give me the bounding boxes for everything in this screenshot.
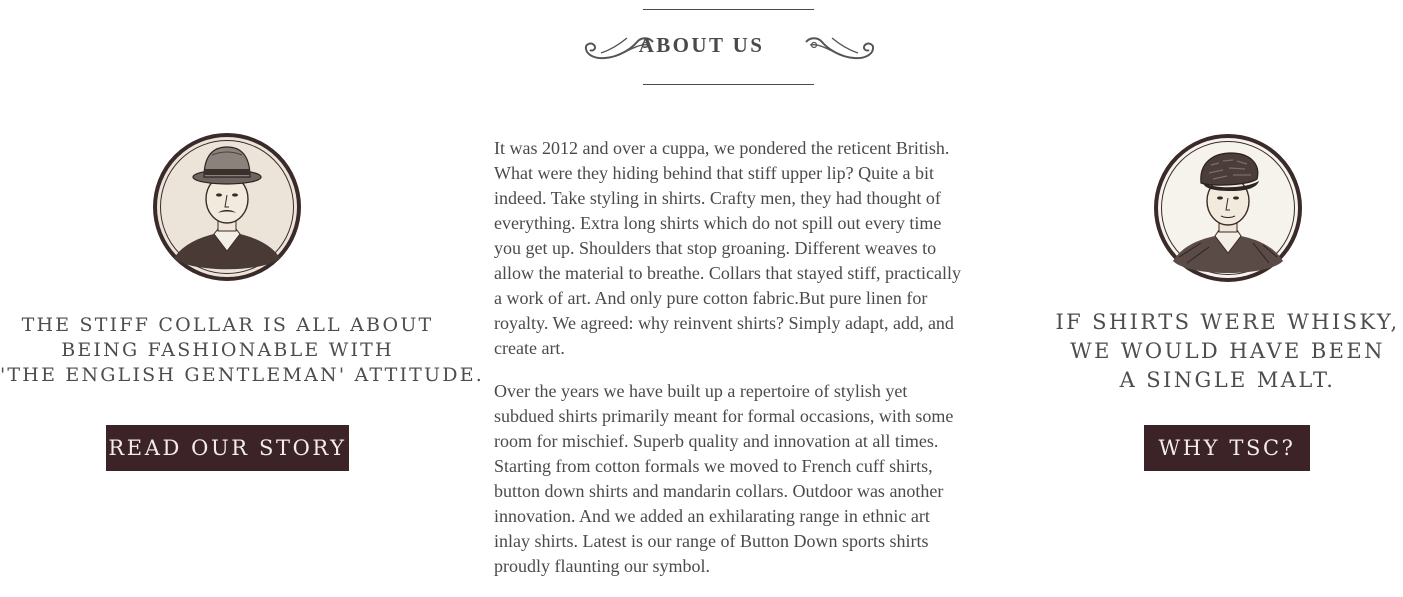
read-our-story-button[interactable]: READ OUR STORY <box>106 425 349 471</box>
header-bottom-rule <box>643 84 814 85</box>
about-paragraph: It was 2012 and over a cuppa, we pondered the reticent British. What were they hiding behind that stiff upper lip? Quite a bit indeed. Take styling in shirts. Crafty men, they had thought of everything. Extra long shirts which do not spill out every time you get up. Shoulders that stop groaning. Different weaves to allow the material to breathe. Collars that stayed stiff, practically a work of art. And only pure cotton fabric.But pure linen for royalty. We agreed: why reinvent shirts? Simply adapt, add, and create art. <box>494 138 962 358</box>
quote-line: IF SHIRTS WERE WHISKY, <box>1055 310 1400 334</box>
whisky-quote <box>1040 308 1403 395</box>
quote-line: BEING FASHIONABLE WITH <box>61 339 394 361</box>
about-paragraph: Over the years we have built up a repertoire of stylish yet subdued shirts primarily meant for formal occasions, with some room for mischief. Superb quality and innovation at all times. Starting from cotton formals we moved to French cuff shirts, button down shirts and mandarin collars. Outdoor was another innovation. And we added an exhilarating range in ethnic art inlay shirts. Latest is our range of Button Down sports shirts proudly flaunting our symbol. <box>494 381 954 576</box>
quote-line: A SINGLE MALT. <box>1119 368 1336 392</box>
right-column <box>1040 0 1403 586</box>
stiff-collar-quote <box>0 313 485 388</box>
quote-line: THE STIFF COLLAR IS ALL ABOUT <box>21 314 434 336</box>
quote-line: 'THE ENGLISH GENTLEMAN' ATTITUDE. <box>0 364 485 386</box>
left-column <box>0 0 485 586</box>
why-tsc-button[interactable]: WHY TSC? <box>1144 425 1310 471</box>
header-top-rule <box>643 9 814 10</box>
about-us-copy <box>494 136 968 597</box>
fedora-gentleman-portrait-icon <box>152 133 302 281</box>
page-title: ABOUT US <box>638 33 765 57</box>
flat-cap-gentleman-portrait-icon <box>1153 133 1303 283</box>
quote-line: WE WOULD HAVE BEEN <box>1070 339 1385 363</box>
right-flourish-icon <box>804 33 880 63</box>
